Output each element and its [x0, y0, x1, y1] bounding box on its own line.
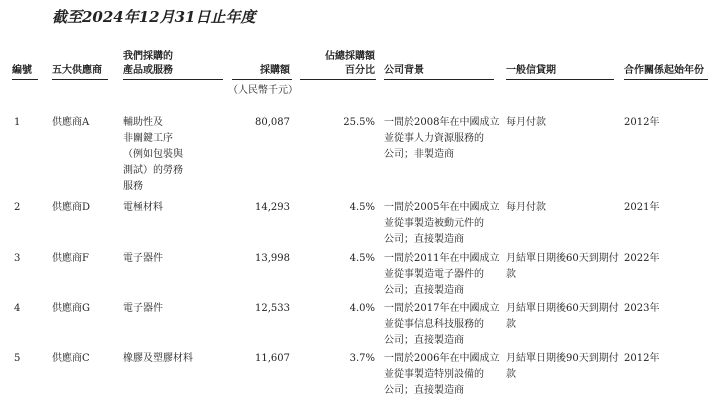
row-1-pct: 25.5%: [343, 117, 375, 128]
header-credit: 一般信貸期: [506, 65, 556, 76]
header-amount: 採購額: [260, 65, 290, 76]
row-2-year: 2021年: [624, 202, 660, 213]
row-1-no: 1: [14, 117, 21, 128]
header-rule: [52, 79, 108, 80]
row-2-no: 2: [14, 202, 21, 213]
header-rule: [300, 79, 376, 80]
row-3-background: 一間於2011年在中國成立 並從事製造電子器件的 公司；直接製造商: [384, 253, 500, 296]
row-5-background: 一間於2006年在中國成立 並從事製造特別設備的 公司；直接製造商: [384, 353, 500, 396]
header-no: 編號: [12, 65, 32, 76]
header-background: 公司背景: [384, 65, 424, 76]
row-4-no: 4: [14, 303, 21, 314]
row-1-year: 2012年: [624, 117, 660, 128]
page-title: 截至2024年12月31日止年度: [52, 8, 256, 26]
header-products: 我們採購的 產品或服務: [123, 51, 173, 76]
row-5-pct: 3.7%: [349, 353, 375, 364]
row-5-products: 橡膠及塑膠材料: [123, 353, 193, 364]
row-4-year: 2023年: [624, 303, 660, 314]
row-1-supplier: 供應商A: [52, 117, 90, 128]
row-4-pct: 4.0%: [349, 303, 375, 314]
header-supplier: 五大供應商: [52, 65, 102, 76]
header-rule: [506, 79, 614, 80]
row-5-credit: 月結單日期後90天到期付 款: [506, 353, 619, 380]
header-year: 合作關係起始年份: [624, 65, 704, 76]
row-1-amount: 80,087: [255, 117, 290, 128]
row-3-no: 3: [14, 253, 21, 264]
row-3-credit: 月結單日期後60天到期付 款: [506, 253, 619, 280]
header-rule: [232, 79, 292, 80]
row-2-amount: 14,293: [255, 202, 290, 213]
header-pct: 佔總採購額 百分比: [325, 51, 375, 76]
header-rule: [384, 79, 494, 80]
row-3-products: 電子器件: [123, 253, 163, 264]
row-4-amount: 12,533: [255, 303, 290, 314]
row-3-amount: 13,998: [255, 253, 290, 264]
row-4-supplier: 供應商G: [52, 303, 90, 314]
row-3-pct: 4.5%: [349, 253, 375, 264]
row-1-credit: 每月付款: [506, 117, 546, 128]
row-3-supplier: 供應商F: [52, 253, 89, 264]
row-2-supplier: 供應商D: [52, 202, 91, 213]
row-4-credit: 月結單日期後60天到期付 款: [506, 303, 619, 330]
row-5-no: 5: [14, 353, 21, 364]
header-rule: [12, 79, 38, 80]
row-5-year: 2012年: [624, 353, 660, 364]
row-4-products: 電子器件: [123, 303, 163, 314]
header-rule: [123, 79, 223, 80]
row-2-products: 電極材料: [123, 202, 163, 213]
row-2-background: 一間於2005年在中國成立 並從事製造被動元件的 公司；直接製造商: [384, 202, 500, 245]
row-1-products: 輔助性及 非關鍵工序 （例如包裝與 測試）的勞務 服務: [123, 117, 183, 192]
row-2-credit: 每月付款: [506, 202, 546, 213]
header-rule: [624, 79, 708, 80]
amount-unit: （人民幣千元）: [228, 85, 298, 96]
row-4-background: 一間於2017年在中國成立 並從事信息科技服務的 公司；直接製造商: [384, 303, 500, 346]
row-3-year: 2022年: [624, 253, 660, 264]
row-5-amount: 11,607: [255, 353, 290, 364]
row-2-pct: 4.5%: [349, 202, 375, 213]
row-5-supplier: 供應商C: [52, 353, 90, 364]
row-1-background: 一間於2008年在中國成立 並從事人力資源服務的 公司；非製造商: [384, 117, 500, 160]
